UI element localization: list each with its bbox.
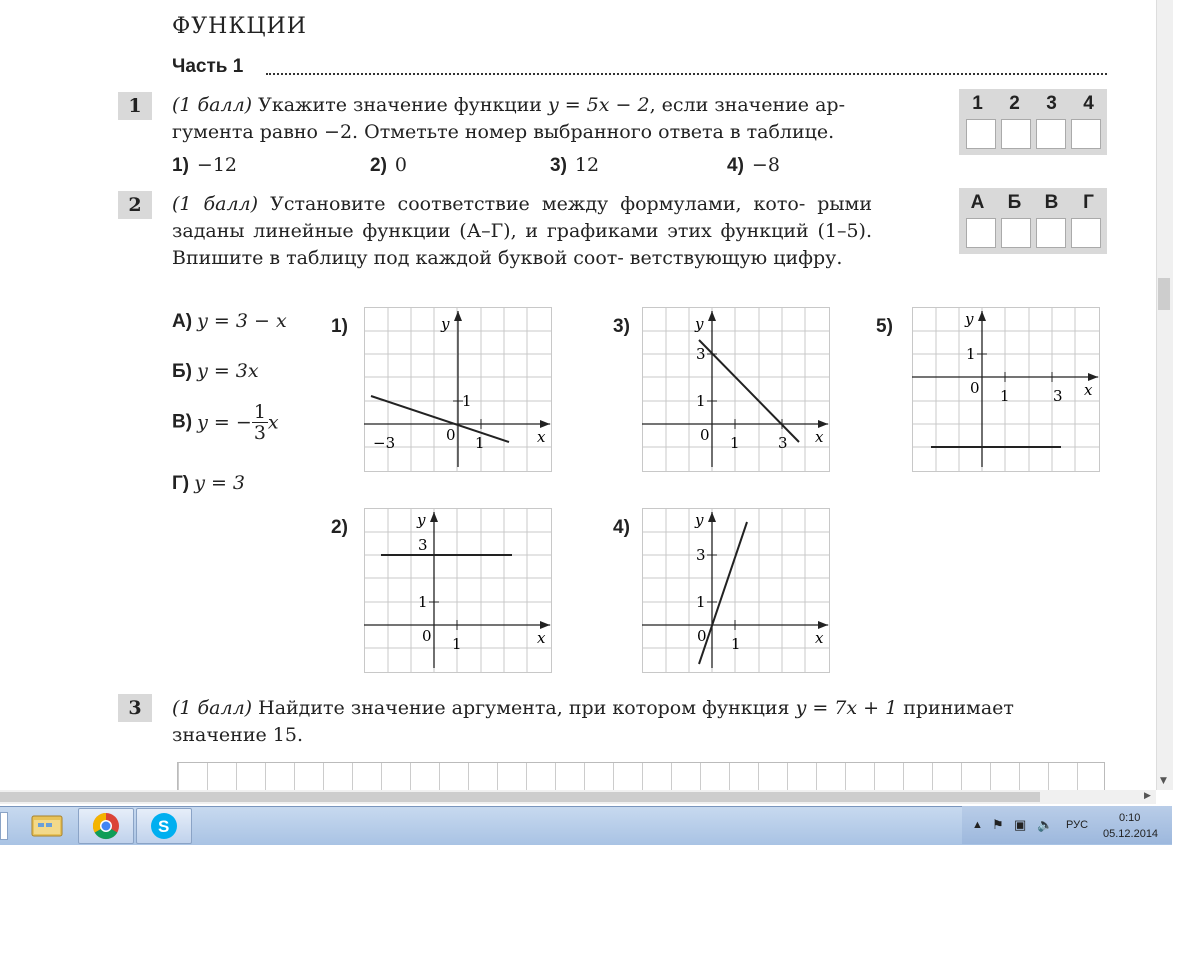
vertical-scrollbar[interactable] [1156,0,1173,790]
answer-box[interactable] [1001,119,1031,149]
question-1-text-b: , если значение ар- [649,94,845,116]
formula-expr: y = − [197,411,252,434]
chrome-taskbar-button[interactable] [78,808,134,844]
horizontal-scroll-thumb[interactable] [0,792,1040,802]
graph-3 [642,307,830,472]
answer-box[interactable] [966,119,996,149]
y-axis-label: y [441,315,450,333]
graph-5 [912,307,1100,472]
svg-text:3: 3 [418,536,428,554]
formula-expr: x [267,411,279,434]
graph-1 [364,307,552,472]
question-1-number: 1 [118,92,152,120]
svg-text:3: 3 [1053,387,1063,405]
question-2-answer-table [959,188,1107,254]
svg-text:1: 1 [462,392,472,410]
question-1-points: (1 балл) [172,94,253,116]
svg-text:S: S [158,817,170,836]
language-indicator[interactable]: РУС [1066,819,1089,831]
graph-5-label: 5) [876,316,893,337]
question-1-text-a: Укажите значение функции [258,94,542,116]
fraction: $\frac{1}{3}$ [253,401,266,444]
clock-time[interactable]: 0:10 [1119,812,1141,824]
svg-text:1: 1 [1000,387,1010,405]
question-1-answer-table [959,89,1107,155]
y-axis-label: y [965,310,974,328]
graph-1-label: 1) [331,316,348,337]
svg-text:0: 0 [700,426,710,444]
formula-letter: Г) [172,473,190,494]
question-2-body: Установите соответствие между формулами, кото- рыми заданы линейные функции (А–Г), и графиками этих функций (1–5). Впишите в таблицу под каждой буквой соот- ветствующую цифру. [172,193,872,269]
answer-option-1[interactable]: 1) −12 [172,154,238,176]
answer-header: 3 [1046,93,1057,114]
chrome-icon [79,809,133,843]
formula-letter: В) [172,411,193,433]
answer-option-4[interactable]: 4) −8 [727,154,780,176]
formula-expr: y = 3x [197,360,259,382]
part-title: Часть 1 [172,56,244,77]
answer-header: 1 [972,93,983,114]
x-axis-label: x [815,629,824,647]
svg-text:1: 1 [696,593,706,611]
svg-text:1: 1 [418,593,428,611]
system-tray [962,806,1172,844]
explorer-icon [20,808,74,842]
question-3-text-c: значение 15. [172,724,303,746]
formula-expr: y = 3 [194,472,246,494]
start-button-edge[interactable] [0,812,8,840]
section-title: ФУНКЦИИ [172,14,307,39]
svg-text:3: 3 [778,434,788,452]
question-1-text-c: гумента равно −2. Отметьте номер выбранного ответа в таблице. [172,121,835,143]
answer-box[interactable] [1036,119,1066,149]
question-3-text-a: Найдите значение аргумента, при котором функция [258,697,790,719]
skype-icon [137,809,191,843]
y-axis-label: y [417,511,426,529]
vertical-scroll-thumb[interactable] [1158,278,1170,310]
svg-text:3: 3 [696,546,706,564]
svg-text:1: 1 [731,635,741,653]
formula-expr: y = 3 − x [197,310,287,332]
formula-b [172,360,259,383]
scroll-right-arrow-icon[interactable]: ▶ [1144,791,1151,801]
svg-text:1: 1 [696,392,706,410]
answer-box[interactable] [1071,119,1101,149]
answer-grid[interactable] [177,762,1105,791]
y-axis-label: y [695,315,704,333]
graph-2-label: 2) [331,517,348,538]
question-3-text-b: принимает [903,697,1014,719]
answer-header: В [1044,192,1059,213]
explorer-taskbar-button[interactable] [20,808,74,842]
formula-letter: Б) [172,361,192,382]
question-3-text [172,695,1107,749]
formula-v [172,402,279,443]
question-2-text [172,191,872,272]
question-2-number: 2 [118,191,152,219]
dotted-leader [266,73,1107,75]
graph-3-label: 3) [613,316,630,337]
answer-header: Б [1007,192,1022,213]
svg-text:−3: −3 [373,434,396,452]
question-3-number: 3 [118,694,152,722]
x-axis-label: x [815,428,824,446]
x-axis-label: x [537,629,546,647]
answer-box[interactable] [966,218,996,248]
question-3-points: (1 балл) [172,697,253,719]
scroll-down-arrow-icon[interactable]: ▼ [1160,776,1167,786]
answer-header: Г [1083,192,1094,213]
answer-box[interactable] [1001,218,1031,248]
volume-icon[interactable]: 🔈 [1037,817,1054,832]
formula-letter: А) [172,311,193,332]
formula-g [172,472,245,495]
graph-4 [642,508,830,673]
answer-header: А [970,192,985,213]
action-center-flag-icon[interactable]: ⚑ [992,817,1004,832]
answer-box[interactable] [1036,218,1066,248]
question-3-formula: y = 7x + 1 [795,697,898,719]
graph-2 [364,508,552,673]
y-axis-label: y [695,511,704,529]
clock-date[interactable]: 05.12.2014 [1103,828,1159,840]
skype-taskbar-button[interactable] [136,808,192,844]
question-2-points: (1 балл) [172,193,259,215]
svg-text:0: 0 [970,379,980,397]
answer-option-2[interactable]: 2) 0 [370,154,407,176]
svg-text:1: 1 [475,434,485,452]
show-hidden-icons-icon[interactable]: ▲ [972,819,983,831]
network-icon[interactable]: ▣ [1014,817,1027,832]
formula-a [172,310,287,333]
x-axis-label: x [537,428,546,446]
svg-text:0: 0 [697,627,707,645]
svg-text:0: 0 [446,426,456,444]
x-axis-label: x [1084,381,1093,399]
svg-text:0: 0 [422,627,432,645]
answer-header: 2 [1009,93,1020,114]
svg-text:1: 1 [730,434,740,452]
graph-4-label: 4) [613,517,630,538]
answer-box[interactable] [1071,218,1101,248]
answer-header: 4 [1083,93,1094,114]
svg-text:1: 1 [452,635,462,653]
svg-text:3: 3 [696,345,706,363]
question-1-text [172,92,872,146]
svg-text:1: 1 [966,345,976,363]
question-1-formula: y = 5x − 2 [547,94,650,116]
answer-option-3[interactable]: 3) 12 [550,154,600,176]
